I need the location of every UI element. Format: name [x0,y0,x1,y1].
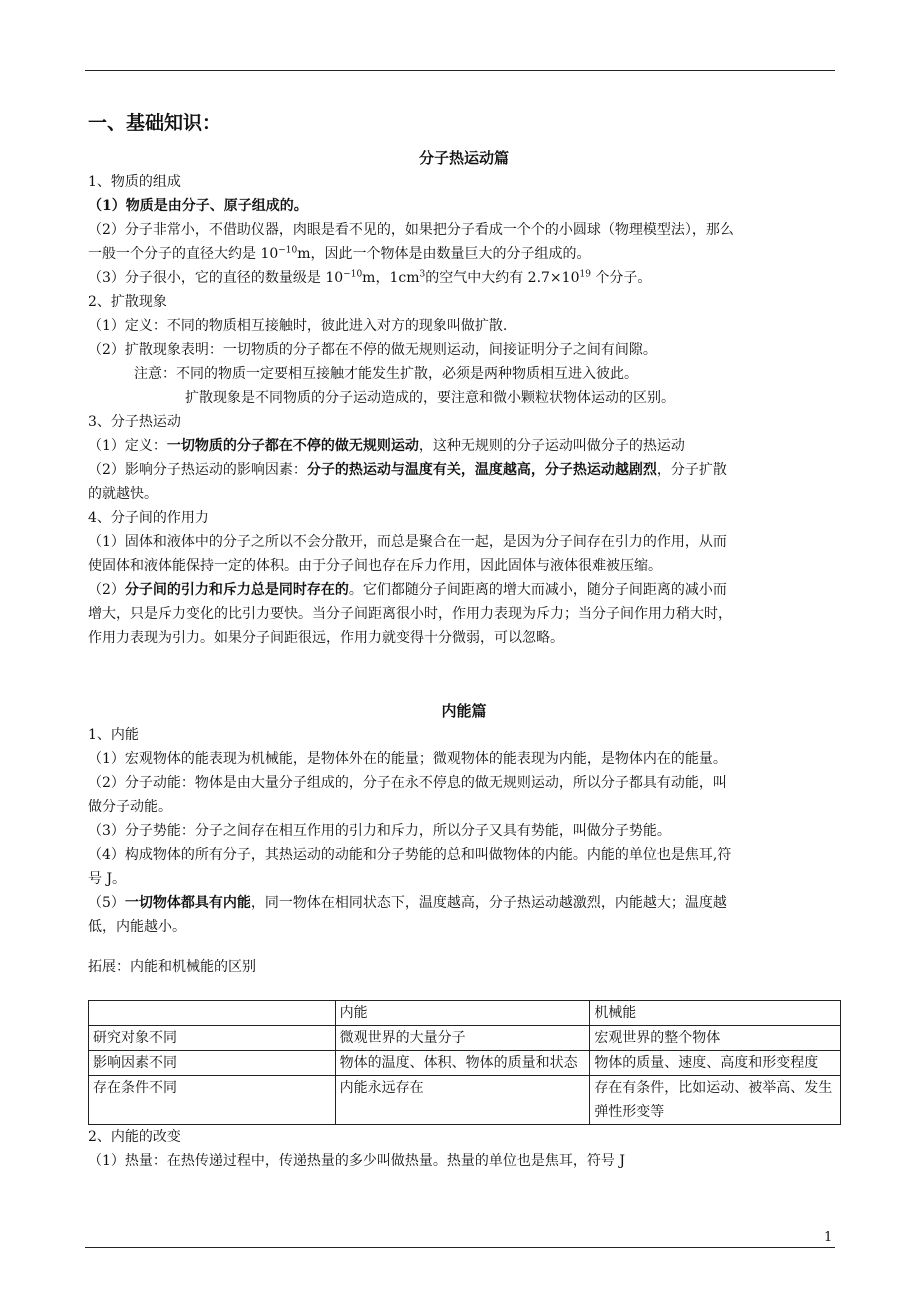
table-cell: 物体的温度、体积、物体的质量和状态 [335,1051,590,1076]
item-s4-2b: 增大，只是斥力变化的比引力要快。当分子间距离很小时，作用力表现为斥力；当分子间作用力稍大时， [88,606,732,622]
bold-text: 一切物体都具有内能 [124,895,251,911]
text-seg: （2） [88,582,125,598]
table-cell: 存在有条件，比如运动、被举高、发生弹性形变等 [590,1076,841,1125]
table-header-row [89,1001,841,1026]
main-heading: 一、基础知识： [88,112,222,134]
table-header-cell [89,1001,336,1026]
item-s1-2b [88,242,840,266]
text-seg: ，同一物体在相同状态下，温度越高，分子热运动越激烈，内能越大；温度越 [250,895,727,911]
item-s2: 2、扩散现象 [88,294,167,310]
text-seg: ，分子扩散 [656,462,727,478]
text-seg: （5） [88,895,125,911]
text-seg: 。它们都随分子间距离的增大而减小，随分子间距离的减小而 [348,582,727,598]
table-row [89,1051,841,1076]
superscript: −10 [278,245,298,256]
table-cell: 内能永远存在 [335,1076,590,1125]
item-e1-5b: 低，内能越小。 [88,919,186,935]
item-e1-2a: （2）分子动能：物体是由大量分子组成的，分子在永不停息的做无规则运动，所以分子都具有动能，叫 [88,775,727,791]
text-seg: 个分子。 [590,270,652,286]
table-cell: 宏观世界的整个物体 [590,1026,841,1051]
item-e1-2b: 做分子动能。 [88,799,172,815]
table-row [89,1076,841,1125]
item-s4: 4、分子间的作用力 [88,510,209,526]
extension-label: 拓展：内能和机械能的区别 [88,959,256,975]
table-cell: 物体的质量、速度、高度和形变程度 [590,1051,841,1076]
superscript: 19 [579,269,591,280]
page-body-2 [88,699,840,1173]
table-cell: 存在条件不同 [89,1076,336,1125]
page-number: 1 [824,1230,833,1245]
item-s3-1 [88,434,840,458]
item-e1: 1、内能 [88,727,139,743]
bold-text: 一切物质的分子都在不停的做无规则运动 [166,438,419,454]
table-cell: 微观世界的大量分子 [335,1026,590,1051]
spacer [88,939,840,955]
item-e1-5 [88,891,840,915]
item-s4-1a: （1）固体和液体中的分子之所以不会分散开，而总是聚合在一起，是因为分子间存在引力的作用，从而 [88,534,727,550]
item-s1-1: （1）物质是由分子、原子组成的。 [88,198,308,214]
note-1: 注意：不同的物质一定要相互接触才能发生扩散，必须是两种物质相互进入彼此。 [134,366,638,382]
text-seg: （2）影响分子热运动的影响因素： [88,462,307,478]
item-e1-4b: 号 J。 [88,871,127,887]
item-e2: 2、内能的改变 [88,1129,181,1145]
item-s1-2a: （2）分子非常小，不借助仪器，肉眼是看不见的，如果把分子看成一个个的小圆球（物理模型法），那么 [88,222,734,238]
item-s3: 3、分子热运动 [88,414,181,430]
spacer [88,979,840,1000]
footer-rule [85,1247,835,1248]
section-title-molecular: 分子热运动篇 [418,149,509,167]
item-s4-2c: 作用力表现为引力。如果分子间距很远，作用力就变得十分微弱，可以忽略。 [88,630,564,646]
item-e1-3: （3）分子势能：分子之间存在相互作用的引力和斥力，所以分子又具有势能，叫做分子势能。 [88,823,671,839]
item-s3-2b: 的就越快。 [88,486,158,502]
text-seg: 一般一个分子的直径大约是 10 [88,246,279,262]
superscript: −10 [343,269,363,280]
note-2: 扩散现象是不同物质的分子运动造成的，要注意和微小颗粒状物体运动的区别。 [185,390,675,406]
superscript: 3 [419,269,426,280]
table-row [89,1026,841,1051]
item-s4-1b: 使固体和液体能保持一定的体积。由于分子间也存在斥力作用，因此固体与液体很难被压缩。 [88,558,662,574]
item-s2-2: （2）扩散现象表明：一切物质的分子都在不停的做无规则运动，间接证明分子之间有间隙。 [88,342,657,358]
table-cell: 研究对象不同 [89,1026,336,1051]
page-body [88,146,840,650]
item-e2-1: （1）热量：在热传递过程中，传递热量的多少叫做热量。热量的单位也是焦耳，符号 J [88,1153,625,1169]
header-rule [85,70,835,71]
item-s4-2 [88,578,840,602]
table-header-cell: 内能 [335,1001,590,1026]
item-s1-3 [88,266,840,290]
bold-text: 分子间的引力和斥力总是同时存在的 [124,582,349,598]
item-s1: 1、物质的组成 [88,174,181,190]
item-s2-1: （1）定义：不同的物质相互接触时，彼此进入对方的现象叫做扩散. [88,318,508,334]
text-seg: ，这种无规则的分子运动叫做分子的热运动 [418,438,685,454]
item-e1-1: （1）宏观物体的能表现为机械能，是物体外在的能量；微观物体的能表现为内能，是物体内在的能量。 [88,751,727,767]
bold-text: 分子的热运动与温度有关，温度越高，分子热运动越剧烈 [306,462,657,478]
text-seg: m，1cm [362,270,420,286]
section-title-internal-energy: 内能篇 [441,702,487,720]
comparison-table [88,1000,841,1125]
table-header-cell: 机械能 [590,1001,841,1026]
item-s3-2 [88,458,840,482]
text-seg: 的空气中大约有 2.7×10 [425,270,580,286]
item-e1-4a: （4）构成物体的所有分子，其热运动的动能和分子势能的总和叫做物体的内能。内能的单位也是焦耳,符 [88,847,732,863]
text-seg: （3）分子很小，它的直径的数量级是 10 [88,270,344,286]
text-seg: （1）定义： [88,438,167,454]
table-cell: 影响因素不同 [89,1051,336,1076]
text-seg: m，因此一个物体是由数量巨大的分子组成的。 [297,246,591,262]
